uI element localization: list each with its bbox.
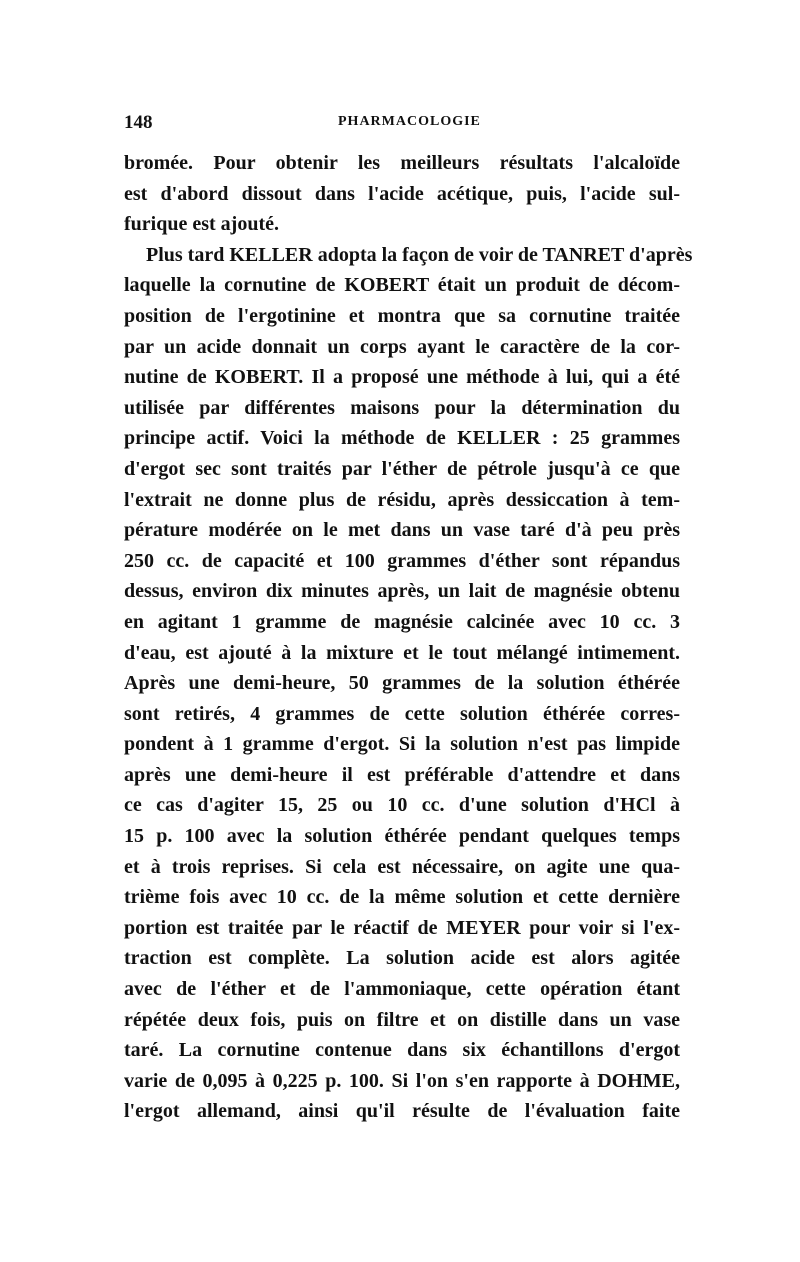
text-line: d'ergot sec sont traités par l'éther de pétrole jusqu'à ce que <box>124 457 680 480</box>
body-text <box>124 148 693 1127</box>
text-line: par un acide donnait un corps ayant le caractère de la cor- <box>124 335 680 358</box>
text-line: bromée. Pour obtenir les meilleurs résultats l'alcaloïde <box>124 152 680 174</box>
text-line: dessus, environ dix minutes après, un lait de magnésie obtenu <box>124 580 680 603</box>
page-header <box>124 112 680 148</box>
text-line: nutine de KOBERT. Il a proposé une méthode à lui, qui a été <box>124 366 680 389</box>
book-page <box>124 112 693 1127</box>
text-line: taré. La cornutine contenue dans six échantillons d'ergot <box>124 1039 680 1062</box>
text-line: pondent à 1 gramme d'ergot. Si la solution n'est pas limpide <box>124 733 680 756</box>
text-line: est d'abord dissout dans l'acide acétique, puis, l'acide sul- <box>124 182 680 205</box>
text-line: 250 cc. de capacité et 100 grammes d'éther sont répandus <box>124 549 680 572</box>
text-line: avec de l'éther et de l'ammoniaque, cette opération étant <box>124 978 680 1001</box>
text-line: d'eau, est ajouté à la mixture et le tout mélangé intimement. <box>124 641 680 664</box>
text-line: principe actif. Voici la méthode de KELLER : 25 grammes <box>124 427 680 450</box>
text-line: traction est complète. La solution acide est alors agitée <box>124 947 680 970</box>
text-line: l'ergot allemand, ainsi qu'il résulte de l'évaluation faite <box>124 1100 680 1123</box>
text-line: après une demi-heure il est préférable d'attendre et dans <box>124 763 680 786</box>
text-line: position de l'ergotinine et montra que sa cornutine traitée <box>124 304 680 327</box>
text-line: furique est ajouté. <box>124 213 279 236</box>
text-line: laquelle la cornutine de KOBERT était un produit de décom- <box>124 274 680 297</box>
text-line: 15 p. 100 avec la solution éthérée pendant quelques temps <box>124 825 680 848</box>
running-head: PHARMACOLOGIE <box>338 114 481 129</box>
text-line: trième fois avec 10 cc. de la même solution et cette dernière <box>124 886 680 909</box>
text-line: Après une demi-heure, 50 grammes de la solution éthérée <box>124 672 680 695</box>
text-line: varie de 0,095 à 0,225 p. 100. Si l'on s'en rapporte à DOHME, <box>124 1069 680 1092</box>
text-line: utilisée par différentes maisons pour la détermination du <box>124 396 680 419</box>
text-line: répétée deux fois, puis on filtre et on distille dans un vase <box>124 1008 680 1031</box>
text-line: pérature modérée on le met dans un vase taré d'à peu près <box>124 519 680 542</box>
text-line: portion est traitée par le réactif de MEYER pour voir si l'ex- <box>124 916 680 939</box>
page-number: 148 <box>124 112 153 133</box>
text-line: en agitant 1 gramme de magnésie calcinée avec 10 cc. 3 <box>124 610 680 633</box>
text-line: l'extrait ne donne plus de résidu, après dessiccation à tem- <box>124 488 680 511</box>
text-line: ce cas d'agiter 15, 25 ou 10 cc. d'une solution d'HCl à <box>124 794 680 817</box>
text-line: sont retirés, 4 grammes de cette solution éthérée corres- <box>124 702 680 725</box>
text-line: et à trois reprises. Si cela est nécessaire, on agite une qua- <box>124 855 680 878</box>
text-line: Plus tard KELLER adopta la façon de voir de TANRET d'après <box>146 243 693 266</box>
